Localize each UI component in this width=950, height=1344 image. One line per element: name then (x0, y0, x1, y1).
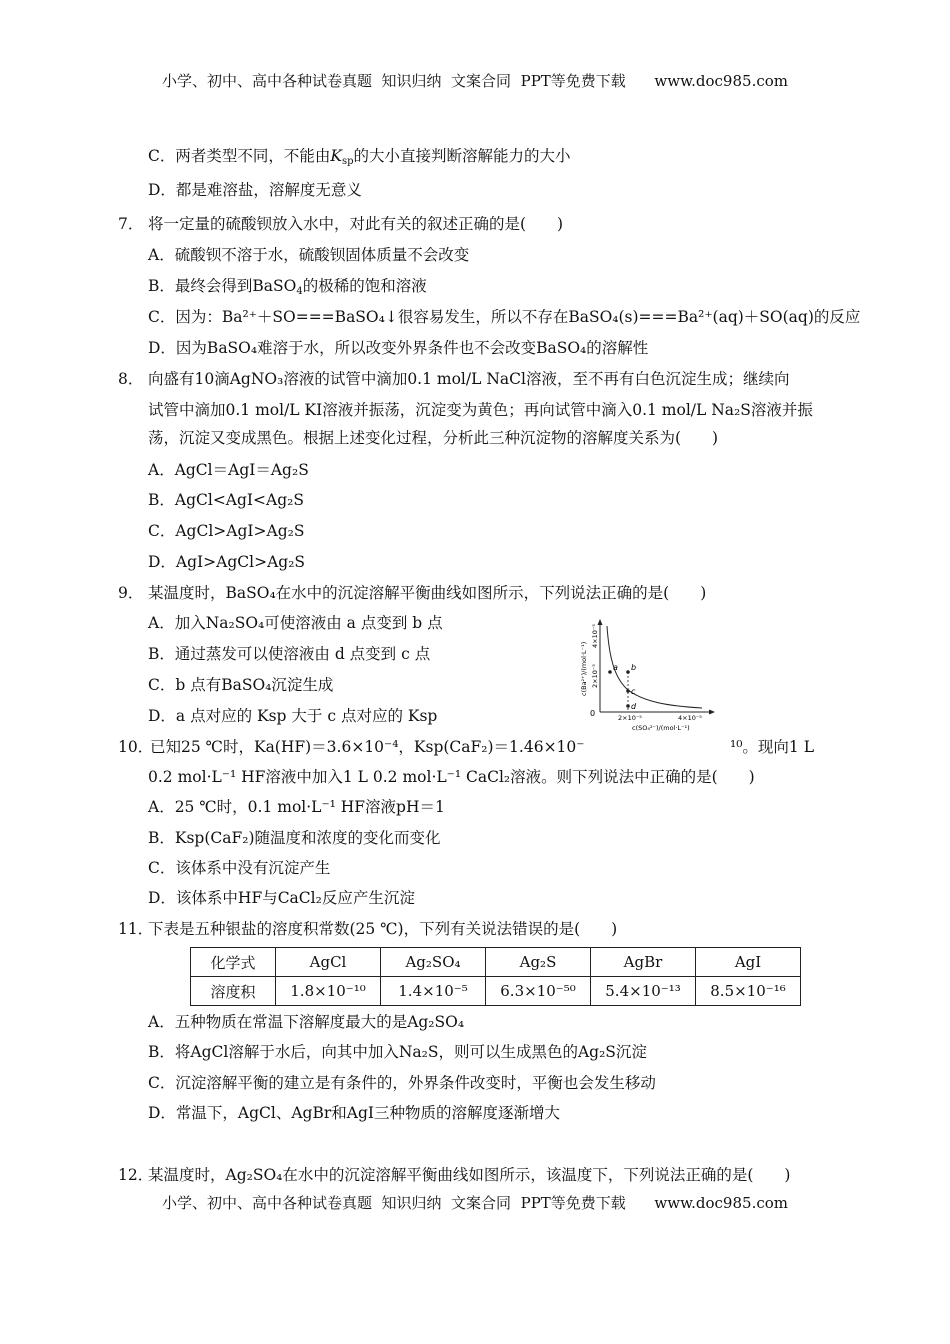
graph-y-label: c(Ba²⁺)/(mol·L⁻¹) (580, 641, 588, 696)
point-b-label: b (631, 663, 637, 672)
graph-origin: 0 (590, 709, 596, 718)
q7-option-b (148, 276, 427, 302)
point-d-label: d (631, 702, 637, 711)
q6-c-pre: C．两者类型不同，不能由 (148, 147, 331, 165)
q11-option-c: C．沉淀溶解平衡的建立是有条件的，外界条件改变时，平衡也会发生移动 (148, 1074, 656, 1092)
q10-option-b: B．Ksp(CaF₂)随温度和浓度的变化而变化 (148, 829, 441, 847)
point-d-dot (626, 704, 630, 708)
q8-option-a: A．AgCl＝AgI＝Ag₂S (148, 461, 309, 479)
point-c-label: c (631, 687, 636, 696)
ksp-value-cell: 1.4×10⁻⁵ (381, 977, 486, 1006)
q9-solubility-graph (576, 616, 716, 736)
q6-c-post: 的大小直接判断溶解能力的大小 (353, 147, 571, 165)
page-footer: 小学、初中、高中各种试卷真题 知识归纳 文案合同 PPT等免费下载 www.doc985.com (161, 1194, 788, 1212)
q7-number: 7． (118, 215, 144, 233)
q11-option-b: B．将AgCl溶解于水后，向其中加入Na₂S，则可以生成黑色的Ag₂S沉淀 (148, 1043, 647, 1061)
q6-option-c (148, 146, 571, 172)
q10-stem-line2: 0.2 mol·L⁻¹ HF溶液中加入1 L 0.2 mol·L⁻¹ CaCl₂溶液。则下列说法中正确的是( ) (148, 768, 755, 786)
q11-number: 11． (118, 920, 154, 938)
graph-y-tick-4e-5: 4×10⁻⁵ (591, 624, 599, 648)
q6-c-sub: sp (341, 156, 354, 167)
graph-x-tick-2e-5: 2×10⁻⁵ (618, 714, 642, 722)
ksp-table (190, 947, 801, 1006)
ksp-header-cell: Ag₂SO₄ (381, 948, 486, 977)
point-a-dot (608, 670, 612, 674)
ksp-header-cell: AgCl (276, 948, 381, 977)
q9-option-b: B．通过蒸发可以使溶液由 d 点变到 c 点 (148, 645, 431, 663)
point-a-label: a (613, 663, 618, 672)
q7-option-a: A．硫酸钡不溶于水，硫酸钡固体质量不会改变 (148, 246, 470, 264)
graph-x-arrow (709, 710, 715, 715)
q9-stem: 某温度时，BaSO₄在水中的沉淀溶解平衡曲线如图所示，下列说法正确的是( ) (148, 584, 707, 602)
q6-option-d: D．都是难溶盐，溶解度无意义 (148, 181, 362, 199)
q9-option-d: D．a 点对应的 Ksp 大于 c 点对应的 Ksp (148, 707, 438, 725)
q7-b-sub: 4 (296, 286, 303, 297)
graph-x-label: c(SO₄²⁻)/(mol·L⁻¹) (632, 724, 690, 732)
q7-stem: 将一定量的硫酸钡放入水中，对此有关的叙述正确的是( ) (148, 215, 564, 233)
q7-b-pre: B．最终会得到BaSO (148, 277, 297, 295)
ksp-value-cell: 1.8×10⁻¹⁰ (276, 977, 381, 1006)
graph-y-tick-2e-5: 2×10⁻⁵ (591, 664, 599, 688)
q6-c-k: K (330, 147, 342, 165)
q8-option-b: B．AgCl<AgI<Ag₂S (148, 491, 304, 509)
q12-number: 12． (118, 1166, 154, 1184)
q10-option-d: D．该体系中HF与CaCl₂反应产生沉淀 (148, 889, 415, 907)
ksp-value-cell: 8.5×10⁻¹⁶ (696, 977, 801, 1006)
ksp-value-cell: 溶度积 (191, 977, 276, 1006)
q7-b-post: 的极稀的饱和溶液 (302, 277, 427, 295)
q11-option-a: A．五种物质在常温下溶解度最大的是Ag₂SO₄ (148, 1013, 465, 1031)
q10-stem-line1a: 已知25 ℃时，Ka(HF)＝3.6×10⁻⁴，Ksp(CaF₂)＝1.46×10⁻ (150, 738, 585, 756)
q7-option-c: C．因为：Ba²⁺＋SO===BaSO₄↓很容易发生，所以不存在BaSO₄(s)===Ba²⁺(aq)＋SO(aq)的反应 (148, 308, 861, 326)
q10-stem-line1b: ¹⁰。现向1 L (730, 738, 815, 756)
q8-stem-line3: 荡，沉淀又变成黑色。根据上述变化过程，分析此三种沉淀物的溶解度关系为( ) (148, 429, 719, 447)
page-header: 小学、初中、高中各种试卷真题 知识归纳 文案合同 PPT等免费下载 www.doc985.com (161, 72, 788, 90)
graph-x-tick-4e-5: 4×10⁻⁵ (678, 714, 702, 722)
q9-option-a: A．加入Na₂SO₄可使溶液由 a 点变到 b 点 (148, 614, 443, 632)
q9-number: 9． (118, 584, 144, 602)
ksp-header-cell: 化学式 (191, 948, 276, 977)
ksp-value-cell: 5.4×10⁻¹³ (591, 977, 696, 1006)
q7-option-d: D．因为BaSO₄难溶于水，所以改变外界条件也不会改变BaSO₄的溶解性 (148, 339, 649, 357)
graph-y-arrow (598, 619, 603, 625)
q8-option-d: D．AgI>AgCl>Ag₂S (148, 553, 306, 571)
ksp-table-header-row (191, 948, 801, 977)
q10-number: 10． (118, 738, 154, 756)
ksp-header-cell: AgBr (591, 948, 696, 977)
point-b-dot (626, 670, 630, 674)
q8-option-c: C．AgCl>AgI>Ag₂S (148, 522, 305, 540)
q11-option-d: D．常温下，AgCl、AgBr和AgI三种物质的溶解度逐渐增大 (148, 1104, 561, 1122)
q10-option-c: C．该体系中没有沉淀产生 (148, 859, 331, 877)
equilibrium-curve (607, 626, 702, 708)
q11-stem: 下表是五种银盐的溶度积常数(25 ℃)，下列有关说法错误的是( ) (148, 920, 618, 938)
ksp-table-value-row (191, 977, 801, 1006)
q8-stem-line2: 试管中滴加0.1 mol/L KI溶液并振荡，沉淀变为黄色；再向试管中滴入0.1 mol/L Na₂S溶液并振 (148, 401, 813, 419)
q12-stem: 某温度时，Ag₂SO₄在水中的沉淀溶解平衡曲线如图所示，该温度下，下列说法正确的是( ) (148, 1166, 791, 1184)
point-c-dot (626, 689, 630, 693)
ksp-header-cell: AgI (696, 948, 801, 977)
q9-option-c: C．b 点有BaSO₄沉淀生成 (148, 676, 334, 694)
ksp-header-cell: Ag₂S (486, 948, 591, 977)
q8-stem-line1: 向盛有10滴AgNO₃溶液的试管中滴加0.1 mol/L NaCl溶液，至不再有白色沉淀生成；继续向 (148, 370, 790, 388)
q10-option-a: A．25 ℃时，0.1 mol·L⁻¹ HF溶液pH＝1 (148, 798, 445, 816)
ksp-value-cell: 6.3×10⁻⁵⁰ (486, 977, 591, 1006)
q8-number: 8． (118, 370, 144, 388)
